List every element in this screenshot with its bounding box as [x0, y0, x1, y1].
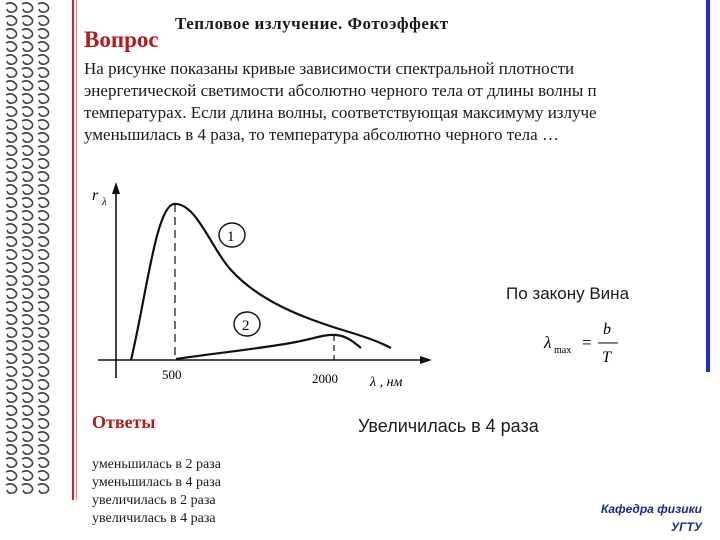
y-axis-subscript: λ	[102, 196, 107, 208]
spiral-ring	[38, 367, 49, 376]
spiral-ring	[6, 159, 17, 168]
curve-1-label: 1	[227, 229, 235, 245]
spiral-ring	[22, 16, 33, 25]
spiral-ring	[6, 55, 17, 64]
spiral-ring	[22, 250, 33, 259]
curve-2	[176, 335, 361, 359]
spiral-ring	[38, 133, 49, 142]
question-label: Вопрос	[84, 27, 159, 52]
spiral-ring	[6, 302, 17, 311]
x-tick-2000: 2000	[312, 371, 338, 386]
spiral-ring	[22, 367, 33, 376]
spiral-ring	[6, 16, 17, 25]
spiral-ring	[6, 341, 17, 350]
spiral-ring	[6, 263, 17, 272]
spiral-ring	[22, 458, 33, 467]
spiral-ring	[22, 263, 33, 272]
radiation-graph	[86, 178, 436, 393]
curve-1	[131, 204, 391, 360]
spiral-ring	[22, 432, 33, 441]
spiral-ring	[38, 16, 49, 25]
wien-law-label: По закону Вина	[506, 284, 630, 303]
spiral-ring	[22, 42, 33, 51]
spiral-ring	[38, 445, 49, 454]
answer-option[interactable]: увеличилась в 4 раза	[92, 511, 216, 526]
spiral-ring	[38, 328, 49, 337]
spiral-ring	[22, 146, 33, 155]
spiral-ring	[22, 107, 33, 116]
spiral-ring	[38, 68, 49, 77]
x-axis-label: λ , нм	[370, 375, 403, 390]
spiral-ring	[38, 406, 49, 415]
margin-line-secondary	[76, 0, 77, 500]
spiral-ring	[38, 185, 49, 194]
spiral-ring	[22, 380, 33, 389]
spiral-ring	[6, 211, 17, 220]
spiral-ring	[38, 484, 49, 493]
spiral-ring	[22, 224, 33, 233]
spiral-ring	[22, 29, 33, 38]
formula-numerator: b	[603, 321, 611, 338]
answers-label: Ответы	[92, 412, 156, 432]
spiral-ring	[38, 3, 49, 12]
question-line: На рисунке показаны кривые зависимости спектральной плотности	[84, 59, 575, 78]
spiral-ring	[22, 159, 33, 168]
spiral-ring	[6, 81, 17, 90]
spiral-ring	[38, 94, 49, 103]
spiral-ring	[38, 198, 49, 207]
spiral-ring	[6, 94, 17, 103]
spiral-ring	[38, 471, 49, 480]
spiral-ring	[38, 393, 49, 402]
spiral-ring	[6, 289, 17, 298]
spiral-ring	[6, 237, 17, 246]
formula-denominator: T	[602, 349, 611, 366]
spiral-ring	[38, 29, 49, 38]
wien-formula	[540, 318, 630, 368]
spiral-ring	[6, 471, 17, 480]
spiral-ring	[38, 250, 49, 259]
spiral-ring	[6, 42, 17, 51]
spiral-ring	[38, 42, 49, 51]
spiral-ring	[22, 419, 33, 428]
spiral-ring	[38, 289, 49, 298]
spiral-ring	[22, 68, 33, 77]
spiral-ring	[38, 159, 49, 168]
x-axis-arrow	[420, 356, 432, 364]
spiral-ring	[38, 172, 49, 181]
spiral-ring	[6, 68, 17, 77]
spiral-ring	[6, 120, 17, 129]
spiral-ring	[6, 445, 17, 454]
curve-2-label: 2	[242, 318, 250, 334]
answer-option[interactable]: уменьшилась в 4 раза	[92, 475, 221, 490]
formula-lambda: λ	[544, 333, 552, 352]
spiral-ring	[22, 185, 33, 194]
spiral-ring	[6, 224, 17, 233]
spiral-ring	[38, 432, 49, 441]
y-axis-label: r	[92, 187, 99, 204]
spiral-ring	[22, 120, 33, 129]
spiral-ring	[38, 120, 49, 129]
spiral-ring	[6, 406, 17, 415]
spiral-ring	[22, 393, 33, 402]
spiral-ring	[38, 81, 49, 90]
spiral-ring	[38, 458, 49, 467]
spiral-ring	[22, 445, 33, 454]
spiral-ring	[6, 185, 17, 194]
y-axis-arrow	[112, 182, 120, 194]
spiral-ring	[38, 211, 49, 220]
question-line: уменьшилась в 4 раза, то температура абсолютно черного тела …	[84, 125, 559, 144]
spiral-ring	[22, 133, 33, 142]
spiral-ring	[22, 211, 33, 220]
spiral-ring	[6, 458, 17, 467]
spiral-ring	[6, 172, 17, 181]
notebook-spiral	[0, 0, 60, 500]
department-footer	[596, 500, 702, 536]
spiral-ring	[22, 315, 33, 324]
x-tick-500: 500	[162, 367, 182, 382]
spiral-ring	[6, 432, 17, 441]
spiral-ring	[6, 107, 17, 116]
spiral-ring	[38, 146, 49, 155]
spiral-ring	[6, 146, 17, 155]
question-line: энергетической светимости абсолютно черного тела от длины волны п	[84, 81, 597, 100]
spiral-ring	[38, 55, 49, 64]
edge-bar	[706, 0, 710, 372]
spiral-ring	[6, 354, 17, 363]
spiral-ring	[6, 250, 17, 259]
spiral-ring	[22, 198, 33, 207]
spiral-ring	[22, 55, 33, 64]
slide-title: Тепловое излучение. Фотоэффект	[175, 14, 449, 33]
footer-university: УГТУ	[671, 520, 702, 534]
spiral-ring	[6, 484, 17, 493]
spiral-ring	[6, 29, 17, 38]
spiral-ring	[6, 315, 17, 324]
spiral-ring	[38, 354, 49, 363]
spiral-ring	[38, 419, 49, 428]
spiral-ring	[6, 198, 17, 207]
spiral-ring	[22, 406, 33, 415]
spiral-ring	[38, 302, 49, 311]
answer-options	[92, 456, 221, 528]
spiral-ring	[38, 224, 49, 233]
spiral-ring	[22, 328, 33, 337]
formula-equals: =	[582, 333, 592, 352]
footer-department: Кафедра физики	[600, 502, 702, 516]
spiral-ring	[22, 484, 33, 493]
spiral-ring	[22, 237, 33, 246]
spiral-ring	[38, 380, 49, 389]
spiral-ring	[6, 276, 17, 285]
correct-answer: Увеличилась в 4 раза	[358, 416, 539, 436]
formula-subscript: max	[554, 345, 572, 356]
spiral-ring	[6, 393, 17, 402]
margin-line	[72, 0, 74, 500]
spiral-ring	[6, 3, 17, 12]
spiral-ring	[22, 302, 33, 311]
spiral-ring	[22, 471, 33, 480]
question-text	[84, 58, 720, 146]
spiral-ring	[22, 172, 33, 181]
answer-option[interactable]: уменьшилась в 2 раза	[92, 457, 221, 472]
spiral-ring	[38, 315, 49, 324]
spiral-ring	[22, 341, 33, 350]
spiral-ring	[6, 367, 17, 376]
spiral-ring	[6, 133, 17, 142]
spiral-ring	[6, 328, 17, 337]
spiral-ring	[38, 107, 49, 116]
spiral-ring	[38, 341, 49, 350]
spiral-ring	[38, 276, 49, 285]
spiral-ring	[22, 3, 33, 12]
spiral-ring	[22, 354, 33, 363]
spiral-ring	[6, 380, 17, 389]
spiral-ring	[38, 237, 49, 246]
spiral-ring	[22, 289, 33, 298]
spiral-ring	[22, 81, 33, 90]
spiral-ring	[6, 419, 17, 428]
answer-option[interactable]: увеличилась в 2 раза	[92, 493, 216, 508]
spiral-ring	[38, 263, 49, 272]
question-line: температурах. Если длина волны, соответствующая максимуму излуче	[84, 103, 597, 122]
spiral-ring	[22, 94, 33, 103]
spiral-ring	[22, 276, 33, 285]
